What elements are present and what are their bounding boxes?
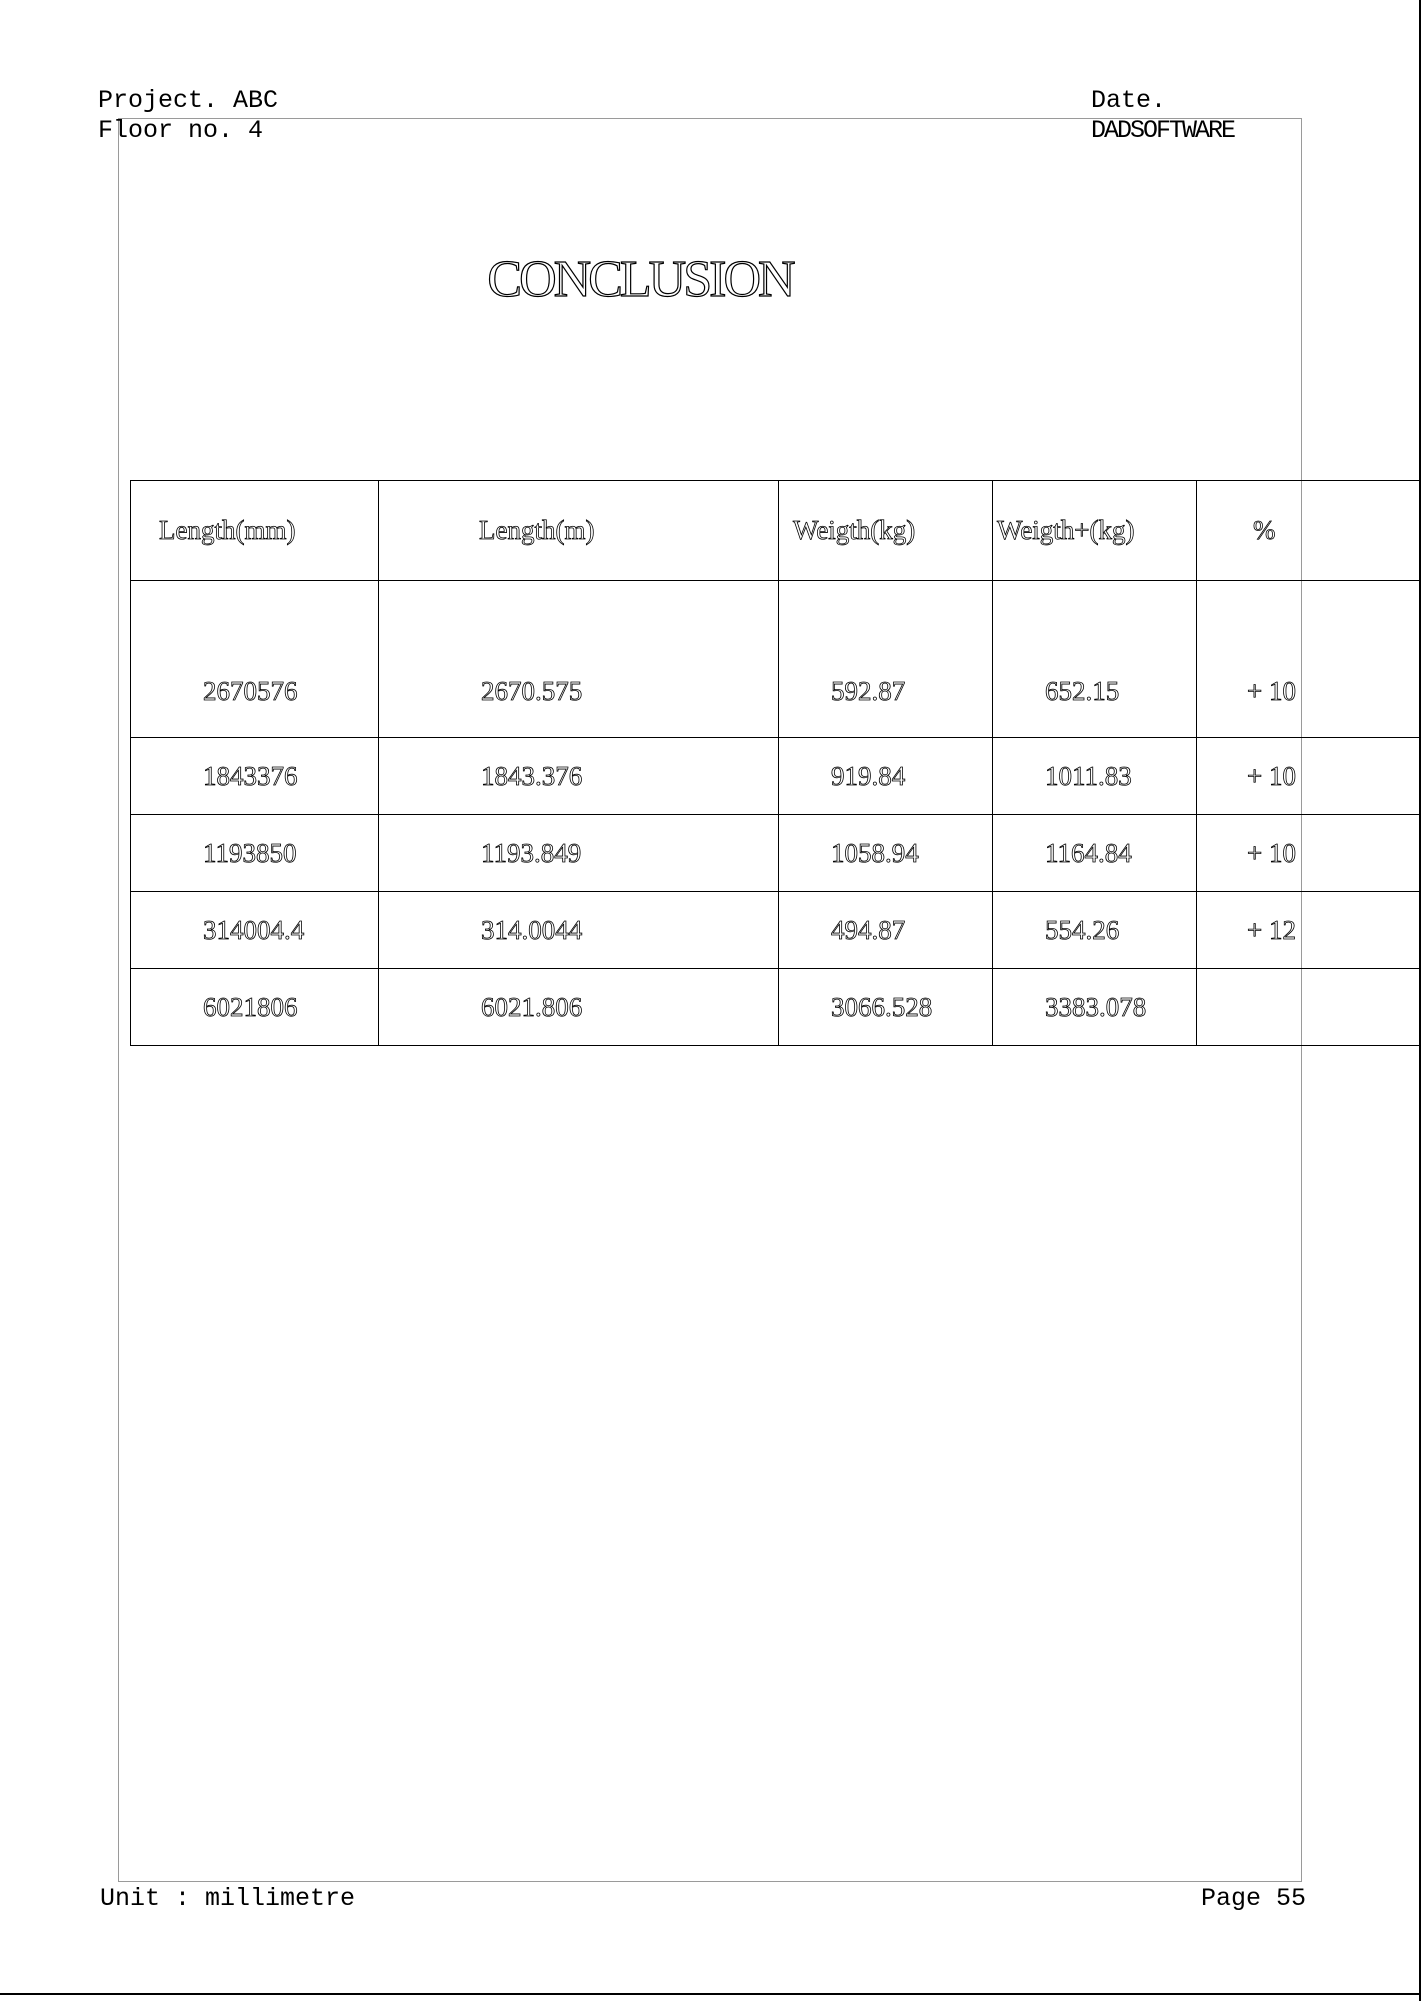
table-cell: 6021.806 xyxy=(379,969,779,1046)
table-header-row xyxy=(131,481,1421,581)
table-cell: 554.26 xyxy=(993,892,1197,969)
table-cell: 2670576 xyxy=(131,581,379,738)
table-row xyxy=(131,892,1421,969)
table-row xyxy=(131,738,1421,815)
table-cell: 1843376 xyxy=(131,738,379,815)
table-cell: 3383.078 xyxy=(993,969,1197,1046)
table-cell: 314.0044 xyxy=(379,892,779,969)
table-cell: 1193.849 xyxy=(379,815,779,892)
table-cell: + 12 xyxy=(1197,892,1421,969)
table-cell: 314004.4 xyxy=(131,892,379,969)
table-cell: 592.87 xyxy=(779,581,993,738)
table-cell: + 10 xyxy=(1197,815,1421,892)
table-cell: + 10 xyxy=(1197,581,1421,738)
column-header: Weigth+(kg) xyxy=(993,481,1197,581)
conclusion-table xyxy=(130,480,1421,1046)
table-row xyxy=(131,815,1421,892)
table-cell: + 10 xyxy=(1197,738,1421,815)
table-cell: 1843.376 xyxy=(379,738,779,815)
table-cell: 1058.94 xyxy=(779,815,993,892)
table-cell: 652.15 xyxy=(993,581,1197,738)
table-cell: 1164.84 xyxy=(993,815,1197,892)
column-header: Weigth(kg) xyxy=(779,481,993,581)
table-cell: 1193850 xyxy=(131,815,379,892)
unit-label: Unit : millimetre xyxy=(100,1884,356,1913)
table-cell: 1011.83 xyxy=(993,738,1197,815)
page-title: CONCLUSION xyxy=(487,251,793,308)
table-cell: 2670.575 xyxy=(379,581,779,738)
table-cell xyxy=(1197,969,1421,1046)
table-cell: 3066.528 xyxy=(779,969,993,1046)
date-label: Date. xyxy=(1091,86,1167,115)
column-header: % xyxy=(1197,481,1421,581)
bottom-border xyxy=(0,1993,1421,1995)
column-header: Length(m) xyxy=(379,481,779,581)
column-header: Length(mm) xyxy=(131,481,379,581)
table-cell: 494.87 xyxy=(779,892,993,969)
table-row xyxy=(131,581,1421,738)
table-cell: 6021806 xyxy=(131,969,379,1046)
page-number: Page 55 xyxy=(1201,1884,1307,1913)
table-cell: 919.84 xyxy=(779,738,993,815)
company-label: DADSOFTWARE xyxy=(1091,116,1235,145)
table-total-row xyxy=(131,969,1421,1046)
floor-label: Floor no. 4 xyxy=(98,116,264,145)
project-label: Project. ABC xyxy=(98,86,279,115)
